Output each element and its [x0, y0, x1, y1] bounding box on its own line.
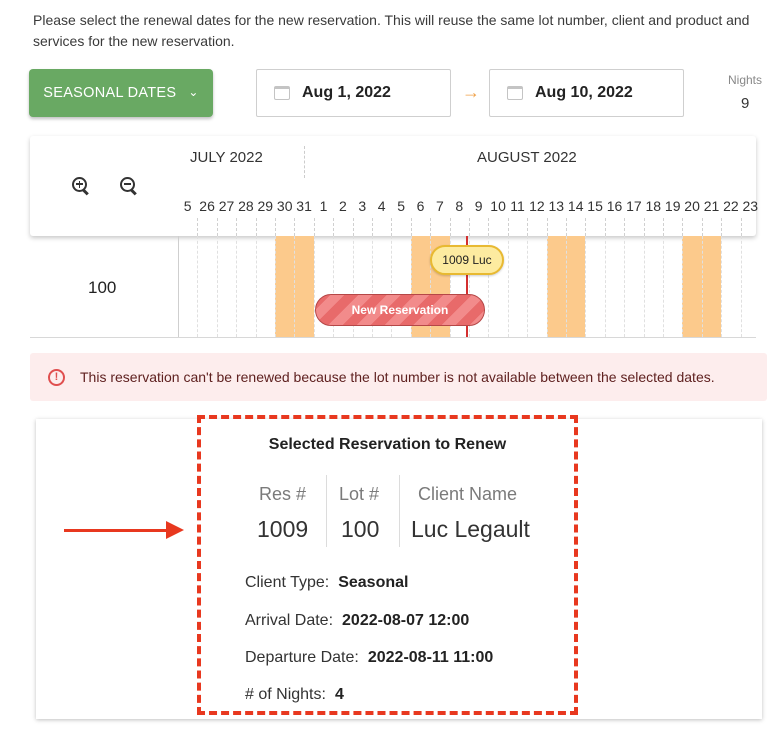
day-label: 2: [338, 198, 347, 214]
departure-value: 2022-08-11 11:00: [367, 649, 494, 666]
day-separator: [430, 218, 431, 236]
arrival-label: Arrival Date:: [245, 612, 334, 629]
month-divider: [304, 146, 305, 178]
weekend-column: [275, 236, 294, 337]
grid-line: [663, 236, 664, 337]
day-separator: [450, 218, 451, 236]
arrival-value: 2022-08-07 12:00: [342, 612, 470, 629]
annotation-arrowhead-icon: [166, 521, 184, 539]
day-separator: [566, 218, 567, 236]
grid-line: [527, 236, 528, 337]
lot-value: 100: [341, 516, 380, 542]
day-label: 3: [358, 198, 367, 214]
start-date-field[interactable]: [256, 69, 451, 117]
day-separator: [682, 218, 683, 236]
start-date-value: Aug 1, 2022: [302, 84, 391, 101]
day-separator: [488, 218, 489, 236]
grid-line: [314, 236, 315, 337]
day-separator: [294, 218, 295, 236]
grid-line: [197, 236, 198, 337]
grid-line: [702, 236, 703, 337]
weekend-column: [547, 236, 566, 337]
day-label: 17: [626, 198, 642, 214]
day-separator: [663, 218, 664, 236]
day-separator: [644, 218, 645, 236]
day-label: 22: [723, 198, 739, 214]
day-separator: [585, 218, 586, 236]
annotation-highlight-box: [197, 415, 578, 715]
day-label: 10: [490, 198, 506, 214]
day-separator: [469, 218, 470, 236]
day-separator: [275, 218, 276, 236]
day-label: 13: [548, 198, 565, 214]
day-label: 31: [296, 198, 312, 214]
grid-line: [566, 236, 567, 337]
calendar-icon: [274, 86, 290, 100]
day-label: 30: [276, 198, 293, 214]
client-name-value: Luc Legault: [411, 516, 530, 542]
day-label: 4: [377, 198, 386, 214]
day-separator: [372, 218, 373, 236]
calendar-header: [30, 136, 759, 236]
grid-line: [217, 236, 218, 337]
end-date-value: Aug 10, 2022: [535, 84, 633, 101]
nights-row: [245, 686, 344, 704]
grid-line: [644, 236, 645, 337]
day-label: 28: [238, 198, 254, 214]
day-separator: [217, 218, 218, 236]
grid-line: [741, 236, 742, 337]
day-separator: [197, 218, 198, 236]
grid-line: [547, 236, 548, 337]
day-separator: [353, 218, 354, 236]
existing-booking-badge[interactable]: 1009 Luc: [430, 245, 504, 275]
day-label: 14: [567, 198, 584, 214]
alert-message: This reservation can't be renewed because the lot number is not available between the selected dates.: [80, 369, 715, 385]
weekend-column: [294, 236, 313, 337]
day-label: 1: [319, 198, 328, 214]
seasonal-dates-button[interactable]: [29, 69, 213, 117]
day-separator: [314, 218, 315, 236]
client-type-row: [245, 574, 408, 592]
client-type-label: Client Type:: [245, 574, 330, 591]
day-separator: [256, 218, 257, 236]
day-label: 5: [397, 198, 405, 214]
day-label: 18: [645, 198, 662, 214]
arrival-row: [245, 612, 469, 630]
day-separator: [527, 218, 528, 236]
column-divider: [399, 475, 400, 547]
weekend-column: [566, 236, 585, 337]
day-separator: [333, 218, 334, 236]
grid-line: [256, 236, 257, 337]
grid-line: [585, 236, 586, 337]
day-label: 9: [474, 198, 483, 214]
day-label: 7: [435, 198, 444, 214]
grid-line: [721, 236, 722, 337]
reservation-grid: [30, 236, 756, 338]
day-label: 19: [664, 198, 681, 214]
day-label: 11: [510, 198, 525, 214]
client-name-header: Client Name: [418, 484, 518, 504]
departure-label: Departure Date:: [245, 649, 359, 666]
nights-label: Nights: [728, 73, 763, 87]
day-label: 15: [587, 198, 603, 214]
error-alert: [30, 353, 767, 401]
seasonal-dates-label: SEASONAL DATES: [43, 85, 177, 101]
day-label: 5: [183, 198, 192, 214]
lot-number: 100: [88, 278, 117, 297]
arrow-right-icon: →: [462, 82, 480, 102]
weekend-column: [682, 236, 701, 337]
grid-line: [624, 236, 625, 337]
alert-circle-icon: !: [48, 369, 65, 386]
month-label-august: AUGUST 2022: [477, 149, 577, 166]
day-label: 26: [199, 198, 215, 214]
day-label: 6: [416, 198, 425, 214]
day-label: 27: [218, 198, 235, 214]
lot-header: Lot #: [339, 484, 380, 504]
grid-line: [275, 236, 276, 337]
day-label: 16: [606, 198, 623, 214]
month-label-july: JULY 2022: [190, 149, 263, 166]
day-separator: [721, 218, 722, 236]
grid-line: [294, 236, 295, 337]
weekend-column: [702, 236, 721, 337]
end-date-field[interactable]: [489, 69, 684, 117]
chevron-down-icon: ⌄: [188, 85, 199, 99]
day-separator: [702, 218, 703, 236]
grid-line: [682, 236, 683, 337]
calendar-icon: [507, 86, 523, 100]
day-label: 21: [703, 198, 720, 214]
day-label: 8: [455, 198, 464, 214]
day-label: 12: [529, 198, 545, 214]
nights-count-label: # of Nights:: [245, 686, 326, 703]
nights-count-value: 4: [334, 686, 344, 703]
departure-row: [245, 649, 493, 667]
day-separator: [547, 218, 548, 236]
day-label: 20: [684, 198, 700, 214]
nights-value: 9: [741, 95, 750, 112]
res-header: Res #: [259, 484, 307, 504]
selected-title: Selected Reservation to Renew: [268, 436, 507, 453]
day-label: 23: [742, 198, 759, 214]
grid-line: [605, 236, 606, 337]
zoom-in-icon[interactable]: [71, 176, 91, 196]
intro-text: Please select the renewal dates for the new reservation. This will reuse the same lot number, client and product and services for the new reservation.: [33, 12, 750, 49]
grid-divider: [178, 236, 179, 337]
grid-line: [236, 236, 237, 337]
day-separator: [411, 218, 412, 236]
annotation-arrow-icon: [64, 529, 170, 532]
day-separator: [508, 218, 509, 236]
client-type-value: Seasonal: [338, 574, 409, 591]
grid-line: [508, 236, 509, 337]
new-reservation-bar[interactable]: New Reservation: [315, 294, 485, 326]
column-divider: [326, 475, 327, 547]
day-separator: [605, 218, 606, 236]
day-separator: [741, 218, 742, 236]
day-separator: [391, 218, 392, 236]
day-label: 29: [257, 198, 274, 214]
day-separator: [236, 218, 237, 236]
zoom-out-icon[interactable]: [119, 176, 139, 196]
res-value: 1009: [257, 516, 309, 542]
day-separator: [624, 218, 625, 236]
